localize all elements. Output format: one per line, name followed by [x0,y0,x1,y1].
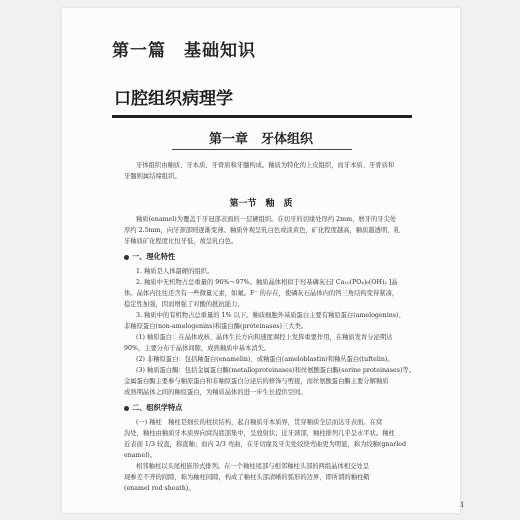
book-title: 口腔组织病理学 [114,89,233,109]
physical-paragraph-4: (1) 釉原蛋白：在晶体成核、晶体生长方向和速度调控上发挥重要作用，在釉质发育分泌期达 90%，主要分布于晶体间隙，成熟釉质中基本消失。 [124,334,393,352]
title-rule [112,115,412,118]
bullet-dot-icon [124,255,129,260]
histology-paragraph-2: 相邻釉柱以头尾相嵌形式排列。在一个釉柱尾部与相邻釉柱头部的两组晶体相交处呈 现参差不齐的间隙，称为釉柱间隙，构成了釉柱头部清晰的弧形的边界，即所谓的釉柱鞘 (enamel rod sheath)。 [124,463,370,492]
physical-paragraph-1: 1. 釉质是人体最硬的组织。 [136,268,214,275]
subhead-physical [124,252,175,262]
physical-paragraph-6: (3) 釉质蛋白酶：包括金属蛋白酶(metalloproteinases)和丝氨酸蛋白酶(serine proteinases)等。 金属蛋白酶主要参与釉原蛋白和非釉原蛋白分泌后的修饰与剪接，而丝氨酸蛋白酶主要分解釉质 成熟期晶体之间的釉原蛋白，为釉质晶体的进一步生长提供空间。 [124,367,416,396]
physical-paragraph-5: (2) 非釉原蛋白：包括釉蛋白(enamelin)、成釉蛋白(ameloblastin)和釉丛蛋白(tuftelin)。 [136,356,394,363]
subhead-histology [124,403,182,413]
subhead-histology-label: 二、组织学特点 [132,403,183,412]
part-title: 第一篇 基础知识 [112,41,256,61]
section-title: 第一节 釉 质 [229,199,293,209]
physical-paragraph-2: 2. 釉质中无机物占总重量的 96%～97%。釉质晶体相似于羟基磷灰石[ Ca₁₀(PO₄)₆(OH)₂ ]晶 体。晶体内往往还含有一些微量元素，如氟。F⁻ 的存在，使磷灰石晶体内的钙三角结构变得紧凑， 稳定性加强，因而增强了对酸的抵抗能力。 [124,279,399,308]
page-number: 1 [460,501,465,509]
book-page [62,8,465,513]
histology-paragraph-1: (一) 釉柱 釉柱是细长的柱状结构，起自釉质牙本质界，贯穿釉质全层而达牙表面。在窝 沟处，釉柱由釉质牙本质界向窝沟底部集中，呈放射状；近牙颈部，釉柱排列几乎呈水平状。釉柱 近表面 1/3 较直，称直釉；而内 2/3 弯曲，在牙切缘及牙尖处绞绕弯曲更为明显，称为绞釉(gnarled enamel)。 [124,419,407,459]
chapter-rule [172,149,352,150]
section-intro-paragraph: 釉质(enamel)为覆盖于牙冠部表面的一层硬组织。在切牙的切缘处厚约 2mm，磨牙的牙尖处 厚约 2.5mm，向牙颈部则逐渐变薄。釉质外观呈乳白色或淡黄色，矿化程度越高，釉质越透明，乳 牙釉质矿化程度比恒牙低，故呈乳白色。 [124,216,400,245]
physical-paragraph-3: 3. 釉质中的有机物占总重量的 1% 以下。釉质细胞外基质蛋白主要有釉原蛋白(amelogenins)、 非釉原蛋白(non-amelogenins)和蛋白酶(proteinases)三大类。 [124,312,405,330]
subhead-physical-label: 一、理化特性 [132,252,176,261]
bullet-dot-icon [124,406,129,411]
chapter-intro-paragraph: 牙体组织由釉质、牙本质、牙骨质和牙髓构成。釉质为特化的上皮组织，而牙本质、牙骨质和 牙髓则属结缔组织。 [124,162,395,180]
chapter-title: 第一章 牙体组织 [208,132,313,147]
